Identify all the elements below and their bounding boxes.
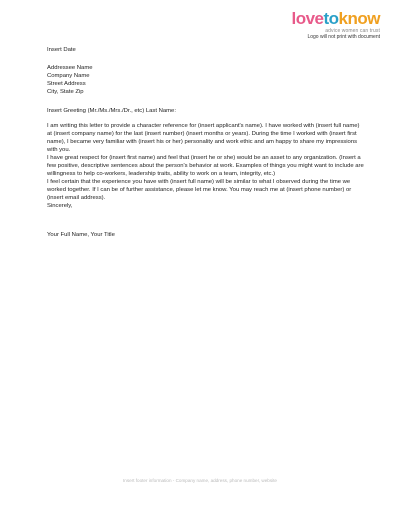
street-address: Street Address — [47, 80, 86, 87]
addressee-name: Addressee Name — [47, 64, 93, 71]
paragraph-intro: I am writing this letter to provide a character reference for (insert applicant's name). I have worked with (insert full name) at (insert company name) for the last (insert number) (insert months or years). During the time I worked with (insert first name), I became very familiar with (insert his or her) personality and work ethic and am happy to share my impressions with you. — [47, 123, 360, 154]
signature: Your Full Name, Your Title — [47, 232, 115, 239]
paragraph-closing: I feel certain that the experience you have with (insert full name) will be similar to what I observed during the time we worked together. If I can be of further assistance, please let me know. You may reach me at (insert phone number) or (insert email address). — [47, 178, 352, 201]
logo-part-to: to — [323, 9, 339, 28]
logo-part-love: love — [291, 9, 324, 28]
letter-date: Insert Date — [47, 47, 76, 53]
city-state-zip: City, State Zip — [47, 88, 84, 95]
address-block — [47, 65, 365, 97]
logo-print-note: Logo will not print with document — [307, 34, 380, 40]
paragraph-respect: I have great respect for (insert first name) and feel that (insert he or she) would be an asset to any organization. (Insert a few positive, descriptive sentences about the person's behavior at work. Examples of things you might want to include are willingness to help co-workers, leadership traits, ability to work on a team, integrity, etc.) — [47, 155, 364, 177]
logo-tagline: advice women can trust — [325, 28, 380, 34]
company-name: Company Name — [47, 72, 90, 79]
closing: Sincerely, — [47, 202, 73, 209]
lovetoknow-logo — [276, 10, 380, 41]
page-footer: Insert footer information - Company name, address, phone number, website — [123, 478, 277, 483]
greeting: Insert Greeting (Mr./Ms./Mrs./Dr., etc) Last Name: — [47, 107, 176, 114]
letter-body — [47, 47, 365, 240]
logo-part-know: know — [338, 9, 380, 28]
logo-wordmark — [276, 10, 380, 28]
